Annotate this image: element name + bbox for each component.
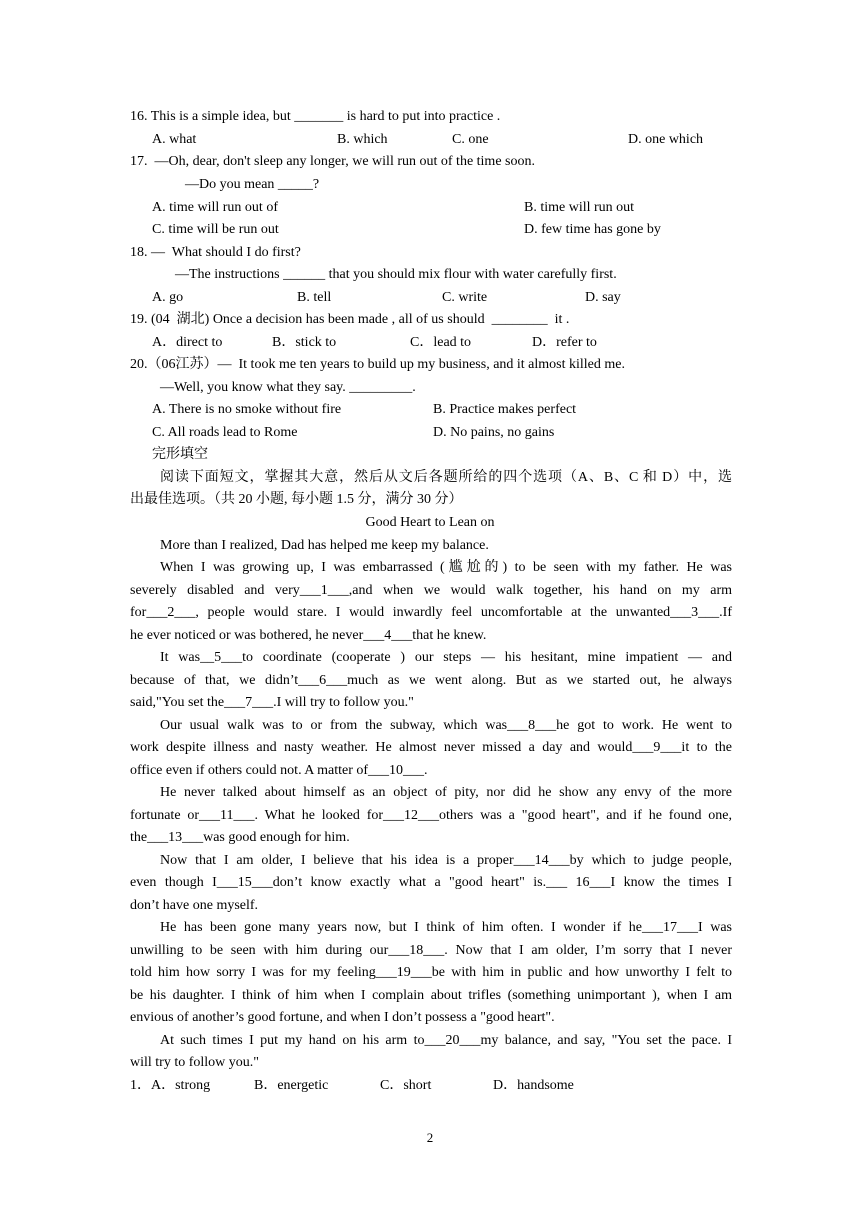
q18-stem: 18. — What should I do first? (130, 245, 301, 260)
passage-line: Our usual walk was to or from the subway, which was___8___he got to work. He went to (160, 718, 732, 733)
q16-option-d: D. one which (628, 132, 704, 147)
passage-line: be his daughter. I think of him when I complain about trifles (something unimportant ), when I am (130, 988, 732, 1003)
passage-line: At such times I put my hand on his arm to___20___my balance, and say, "You set the pace. I (160, 1033, 732, 1048)
cloze-instruction-line-2: 出最佳选项。（共 20 小题, 每小题 1.5 分，满分 30 分） (130, 492, 463, 507)
passage-line: work despite illness and nasty weather. He almost never missed a day and would___9___it to the (130, 740, 732, 755)
q20-option-d: D. No pains, no gains (433, 425, 555, 440)
q20-stem: 20.（06江苏）— It took me ten years to build up my business, and it almost killed me. (130, 357, 626, 372)
q1-option-a: 1．A．strong (130, 1078, 211, 1093)
cloze-instruction-line-1: 阅读下面短文，掌握其大意，然后从文后各题所给的四个选项（A、B、C 和 D）中，选 (160, 470, 732, 485)
passage-line: severely disabled and very___1___,and when we would walk together, his hand on my arm (130, 583, 732, 598)
q17-option-c: C. time will be run out (152, 222, 279, 237)
q16-stem: 16. This is a simple idea, but _______ is hard to put into practice . (130, 109, 501, 124)
q20-option-b: B. Practice makes perfect (433, 402, 577, 417)
q18-option-a: A. go (152, 290, 184, 305)
passage-line: When I was growing up, I was embarrassed (尴尬的) to be seen with my father. He was (160, 560, 732, 575)
q20-option-c: C. All roads lead to Rome (152, 425, 298, 440)
q20-option-a: A. There is no smoke without fire (152, 402, 342, 417)
q1-option-c: C．short (380, 1078, 432, 1093)
q17-reply: —Do you mean _____? (185, 177, 320, 192)
q19-option-d: D．refer to (532, 335, 597, 350)
passage-line: he ever noticed or was bothered, he never___4___that he knew. (130, 628, 487, 643)
q18-reply: —The instructions ______ that you should mix flour with water carefully first. (175, 267, 617, 282)
passage-line: envious of another’s good fortune, and when I don’t possess a "good heart". (130, 1010, 555, 1025)
q17-option-d: D. few time has gone by (524, 222, 661, 237)
passage-line: fortunate or___11___. What he looked for___12___others was a "good heart", and if he found one, (130, 808, 732, 823)
q17-option-b: B. time will run out (524, 200, 635, 215)
q19-option-c: C．lead to (410, 335, 472, 350)
passage-line: because of that, we didn’t___6___much as we went along. But as we started out, he always (130, 673, 732, 688)
q1-option-b: B．energetic (254, 1078, 329, 1093)
passage-line: the___13___was good enough for him. (130, 830, 350, 845)
q1-option-d: D．handsome (493, 1078, 574, 1093)
passage-line: said,"You set the___7___.I will try to follow you." (130, 695, 414, 710)
q16-option-a: A. what (152, 132, 197, 147)
passage-line: office even if others could not. A matter of___10___. (130, 763, 428, 778)
passage-line: More than I realized, Dad has helped me keep my balance. (160, 538, 489, 553)
passage-line: don’t have one myself. (130, 898, 259, 913)
q19-stem: 19. (04 湖北) Once a decision has been made , all of us should ________ it . (130, 312, 570, 327)
passage-line: for___2___, people would stare. I would inwardly feel uncomfortable at the unwanted___3___.If (130, 605, 732, 620)
passage-line: even though I___15___don’t know exactly what a "good heart" is.___ 16___I know the times I (130, 875, 732, 890)
q17-option-a: A. time will run out of (152, 200, 278, 215)
passage-line: told him how sorry I was for my feeling___19___be with him in public and how unworthy I felt to (130, 965, 732, 980)
passage-line: unwilling to be seen with him during our___18___. Now that I am older, I’m sorry that I never (130, 943, 732, 958)
q16-option-b: B. which (337, 132, 388, 147)
passage-line: Now that I am older, I believe that his idea is a proper___14___by which to judge people, (160, 853, 732, 868)
q20-reply: —Well, you know what they say. _________. (160, 380, 416, 395)
passage-line: will try to follow you." (130, 1055, 259, 1070)
q18-option-c: C. write (442, 290, 488, 305)
q17-stem: 17. —Oh, dear, don't sleep any longer, we will run out of the time soon. (130, 154, 535, 169)
passage-line: It was__5___to coordinate (cooperate ) our steps — his hesitant, mine impatient — and (160, 650, 732, 665)
passage-line: He never talked about himself as an object of pity, nor did he show any envy of the more (160, 785, 732, 800)
q19-option-b: B．stick to (272, 335, 337, 350)
passage-line: He has been gone many years now, but I think of him often. I wonder if he___17___I was (160, 920, 732, 935)
q19-option-a: A．direct to (152, 335, 223, 350)
q18-option-d: D. say (585, 290, 621, 305)
q16-option-c: C. one (452, 132, 489, 147)
passage-title: Good Heart to Lean on (365, 515, 495, 530)
cloze-heading: 完形填空 (152, 447, 208, 462)
page-number: 2 (426, 1130, 434, 1145)
q18-option-b: B. tell (297, 290, 332, 305)
